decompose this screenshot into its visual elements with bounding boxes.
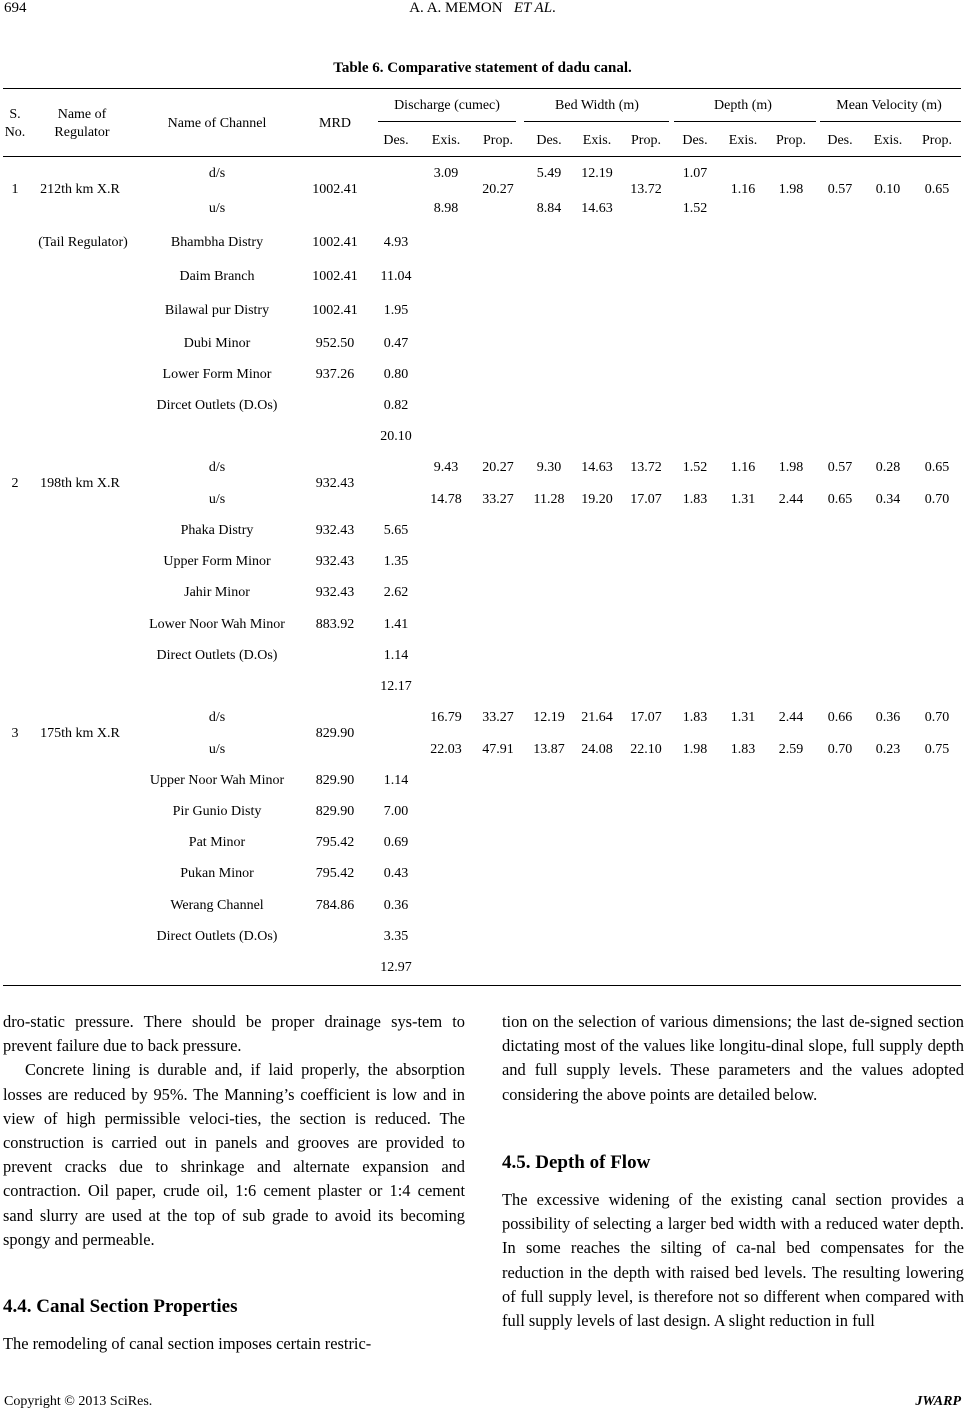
table-cell: 1.31 bbox=[730, 710, 756, 725]
table-cell: 9.30 bbox=[536, 460, 562, 475]
table-cell: 1002.41 bbox=[312, 269, 358, 284]
header-channel: Name of Channel bbox=[167, 116, 267, 131]
copyright-notice: Copyright © 2013 SciRes. bbox=[4, 1394, 153, 1409]
table-cell: 20.10 bbox=[380, 429, 412, 444]
subheader-cell: Prop. bbox=[631, 133, 661, 148]
table-top-rule bbox=[3, 88, 961, 89]
table-cell: u/s bbox=[208, 742, 226, 757]
paragraph: tion on the selection of various dimensions; the last de-signed section dictating most of the values like longitu-dinal slope, full supply depth and full supply levels. These parameters and the values adopted considering the above points are detailed below. bbox=[502, 1012, 964, 1104]
table-cell: Lower Noor Wah Minor bbox=[149, 617, 285, 632]
table-cell: 12.19 bbox=[533, 710, 565, 725]
paragraph: The excessive widening of the existing canal section provides a possibility of selecting a larger bed width with a reduced water depth. In some reaches the silting of ca-nal bed compensates for the reduction in the depth with raised bed levels. The resulting lowering of full supply level, is therefore not so different when compared with full supply levels of last design. A slight reduction in full bbox=[502, 1190, 964, 1331]
table-cell: u/s bbox=[208, 201, 226, 216]
table-cell: 13.72 bbox=[630, 460, 662, 475]
table-cell: 7.00 bbox=[383, 804, 409, 819]
table-cell: Bhambha Distry bbox=[170, 235, 264, 250]
mean-velocity-group-rule bbox=[820, 121, 961, 122]
table-cell: Upper Noor Wah Minor bbox=[149, 773, 285, 788]
table-cell: 0.66 bbox=[827, 710, 853, 725]
header-regulator-line2: Regulator bbox=[54, 125, 110, 140]
subheader-cell: Exis. bbox=[582, 133, 612, 148]
et-al: ET AL bbox=[513, 0, 553, 16]
table-cell: (Tail Regulator) bbox=[38, 235, 128, 250]
table-cell: 1002.41 bbox=[312, 182, 358, 197]
table-cell: Werang Channel bbox=[170, 898, 264, 913]
table-cell: 13.72 bbox=[630, 182, 662, 197]
table-cell: 2.44 bbox=[778, 492, 804, 507]
header-regulator-line1: Name of bbox=[57, 107, 107, 122]
table-cell: 0.82 bbox=[383, 398, 409, 413]
table-cell: 1.83 bbox=[682, 710, 708, 725]
bed-width-group-rule bbox=[524, 121, 669, 122]
table-cell: 3 bbox=[11, 726, 19, 741]
paragraph: Concrete lining is durable and, if laid properly, the absorption losses are reduced by 95%. The Manning’s coefficient is low and in view of high permissible veloci-ties, the section is reduced. The construction is carried out in panels and grooves are provided to prevent cracks due to shrinkage and alternate expansion and contraction. Oil paper, crude oil, 1:6 cement plaster or 1:4 cement sand slurry are used at the top of sub grade to avoid its becoming spongy and permeable. bbox=[3, 1060, 465, 1249]
table-cell: 12.19 bbox=[581, 166, 613, 181]
table-cell: Dubi Minor bbox=[183, 336, 251, 351]
table-cell: 14.63 bbox=[581, 460, 613, 475]
table-cell: 1002.41 bbox=[312, 303, 358, 318]
table-cell: 883.92 bbox=[315, 617, 355, 632]
table-cell: 22.03 bbox=[430, 742, 462, 757]
table-cell: 0.43 bbox=[383, 866, 409, 881]
table-cell: 1.14 bbox=[383, 773, 409, 788]
table-cell: 16.79 bbox=[430, 710, 462, 725]
table-cell: 0.28 bbox=[875, 460, 901, 475]
table-cell: 932.43 bbox=[315, 585, 355, 600]
table-cell: 829.90 bbox=[315, 804, 355, 819]
table-cell: Phaka Distry bbox=[180, 523, 254, 538]
table-cell: 12.17 bbox=[380, 679, 412, 694]
paragraph: dro-static pressure. There should be proper drainage sys-tem to prevent failure due to back pressure. bbox=[3, 1012, 465, 1056]
table-cell: 2.62 bbox=[383, 585, 409, 600]
table-cell: 24.08 bbox=[581, 742, 613, 757]
table-cell: 1.41 bbox=[383, 617, 409, 632]
author-name: A. A. MEMON bbox=[409, 0, 503, 16]
table-bottom-rule bbox=[3, 985, 961, 986]
table-cell: u/s bbox=[208, 492, 226, 507]
table-cell: 0.70 bbox=[827, 742, 853, 757]
table-cell: 829.90 bbox=[315, 726, 355, 741]
table-cell: 795.42 bbox=[315, 835, 355, 850]
table-cell: 1.16 bbox=[730, 182, 756, 197]
table-cell: Direct Outlets (D.Os) bbox=[156, 929, 278, 944]
table-cell: 0.47 bbox=[383, 336, 409, 351]
table-cell: 33.27 bbox=[482, 492, 514, 507]
subheader-cell: Des. bbox=[682, 133, 708, 148]
header-discharge: Discharge (cumec) bbox=[394, 98, 500, 113]
left-column bbox=[3, 1010, 465, 1252]
table-cell: 11.28 bbox=[533, 492, 565, 507]
header-mrd: MRD bbox=[319, 116, 351, 131]
table-cell: 0.23 bbox=[875, 742, 901, 757]
table-cell: 20.27 bbox=[482, 182, 514, 197]
table-cell: 952.50 bbox=[315, 336, 355, 351]
table-cell: 1 bbox=[11, 182, 19, 197]
table-cell: 1.07 bbox=[682, 166, 708, 181]
table-cell: 0.36 bbox=[383, 898, 409, 913]
paragraph: The remodeling of canal section imposes certain restric- bbox=[3, 1334, 372, 1353]
table-cell: 0.36 bbox=[875, 710, 901, 725]
header-depth: Depth (m) bbox=[714, 98, 772, 113]
table-cell: Pukan Minor bbox=[180, 866, 254, 881]
table-cell: 0.65 bbox=[827, 492, 853, 507]
table-cell: 1.98 bbox=[778, 182, 804, 197]
table-cell: 1.52 bbox=[682, 460, 708, 475]
table-cell: 784.86 bbox=[315, 898, 355, 913]
table-cell: 0.75 bbox=[924, 742, 950, 757]
table-cell: 1.83 bbox=[730, 742, 756, 757]
table-cell: 212th km X.R bbox=[40, 182, 120, 197]
table-cell: 795.42 bbox=[315, 866, 355, 881]
table-cell: 175th km X.R bbox=[40, 726, 120, 741]
table-cell: 937.26 bbox=[315, 367, 355, 382]
header-sno-line2: No. bbox=[4, 125, 26, 140]
table-cell: 1.16 bbox=[730, 460, 756, 475]
table-cell: 0.10 bbox=[875, 182, 901, 197]
table-cell: 829.90 bbox=[315, 773, 355, 788]
table-cell: 0.57 bbox=[827, 182, 853, 197]
table-cell: 1.95 bbox=[383, 303, 409, 318]
table-cell: 0.80 bbox=[383, 367, 409, 382]
table-cell: 2.59 bbox=[778, 742, 804, 757]
table-cell: 1002.41 bbox=[312, 235, 358, 250]
table-cell: 5.65 bbox=[383, 523, 409, 538]
table-cell: 1.98 bbox=[682, 742, 708, 757]
table-cell: 8.84 bbox=[536, 201, 562, 216]
table-cell: Dircet Outlets (D.Os) bbox=[156, 398, 278, 413]
table-cell: 2 bbox=[11, 476, 19, 491]
table-cell: 0.57 bbox=[827, 460, 853, 475]
table-cell: 198th km X.R bbox=[40, 476, 120, 491]
subheader-cell: Exis. bbox=[873, 133, 903, 148]
subheader-cell: Prop. bbox=[922, 133, 952, 148]
table-cell: d/s bbox=[208, 460, 226, 475]
table-cell: 932.43 bbox=[315, 476, 355, 491]
table-cell: 0.70 bbox=[924, 492, 950, 507]
subheader-cell: Des. bbox=[536, 133, 562, 148]
table-cell: 47.91 bbox=[482, 742, 514, 757]
table-cell: Direct Outlets (D.Os) bbox=[156, 648, 278, 663]
table-cell: 5.49 bbox=[536, 166, 562, 181]
header-bed-width: Bed Width (m) bbox=[555, 98, 639, 113]
subheader-cell: Exis. bbox=[728, 133, 758, 148]
header-sno-line1: S. bbox=[9, 107, 21, 122]
table-cell: 22.10 bbox=[630, 742, 662, 757]
section-heading-4-5: 4.5. Depth of Flow bbox=[502, 1152, 651, 1173]
table-cell: Lower Form Minor bbox=[162, 367, 272, 382]
page-number: 694 bbox=[4, 0, 27, 16]
subheader-cell: Prop. bbox=[483, 133, 513, 148]
table-cell: 19.20 bbox=[581, 492, 613, 507]
table-cell: 1.35 bbox=[383, 554, 409, 569]
subheader-cell: Des. bbox=[383, 133, 409, 148]
table-cell: 1.14 bbox=[383, 648, 409, 663]
running-head-period: . bbox=[552, 0, 556, 16]
table-cell: 17.07 bbox=[630, 710, 662, 725]
subheader-cell: Prop. bbox=[776, 133, 806, 148]
table-cell: 2.44 bbox=[778, 710, 804, 725]
table-cell: Bilawal pur Distry bbox=[164, 303, 270, 318]
table-cell: 21.64 bbox=[581, 710, 613, 725]
table-cell: Pir Gunio Disty bbox=[172, 804, 262, 819]
table-cell: 1.98 bbox=[778, 460, 804, 475]
table-cell: 9.43 bbox=[433, 460, 459, 475]
depth-group-rule bbox=[674, 121, 816, 122]
table-cell: 0.70 bbox=[924, 710, 950, 725]
table-cell: 8.98 bbox=[433, 201, 459, 216]
table-cell: 11.04 bbox=[380, 269, 412, 284]
header-mean-velocity: Mean Velocity (m) bbox=[836, 98, 942, 113]
table-cell: 0.34 bbox=[875, 492, 901, 507]
right-column bbox=[502, 1010, 964, 1107]
table-cell: 932.43 bbox=[315, 523, 355, 538]
table-cell: 12.97 bbox=[380, 960, 412, 975]
table-cell: 1.52 bbox=[682, 201, 708, 216]
table-header-rule bbox=[3, 156, 961, 157]
journal-abbreviation: JWARP bbox=[915, 1394, 961, 1409]
table-cell: 20.27 bbox=[482, 460, 514, 475]
left-column-continued bbox=[3, 1332, 465, 1356]
table-cell: 0.69 bbox=[383, 835, 409, 850]
table-cell: 3.35 bbox=[383, 929, 409, 944]
table-cell: 33.27 bbox=[482, 710, 514, 725]
subheader-cell: Exis. bbox=[431, 133, 461, 148]
table-cell: 1.31 bbox=[730, 492, 756, 507]
table-cell: Jahir Minor bbox=[184, 585, 250, 600]
table-caption: Table 6. Comparative statement of dadu canal. bbox=[333, 60, 632, 76]
table-cell: d/s bbox=[208, 710, 226, 725]
table-cell: Daim Branch bbox=[179, 269, 255, 284]
table-cell: Upper Form Minor bbox=[163, 554, 271, 569]
subheader-cell: Des. bbox=[827, 133, 853, 148]
table-cell: Pat Minor bbox=[188, 835, 246, 850]
running-head bbox=[0, 0, 965, 17]
table-cell: 4.93 bbox=[383, 235, 409, 250]
table-cell: 932.43 bbox=[315, 554, 355, 569]
right-column-continued bbox=[502, 1188, 964, 1333]
table-cell: 0.65 bbox=[924, 182, 950, 197]
table-cell: d/s bbox=[208, 166, 226, 181]
table-cell: 3.09 bbox=[433, 166, 459, 181]
discharge-group-rule bbox=[378, 121, 516, 122]
table-cell: 14.63 bbox=[581, 201, 613, 216]
table-cell: 1.83 bbox=[682, 492, 708, 507]
table-cell: 0.65 bbox=[924, 460, 950, 475]
table-cell: 13.87 bbox=[533, 742, 565, 757]
table-cell: 14.78 bbox=[430, 492, 462, 507]
section-heading-4-4: 4.4. Canal Section Properties bbox=[3, 1296, 238, 1317]
table-cell: 17.07 bbox=[630, 492, 662, 507]
